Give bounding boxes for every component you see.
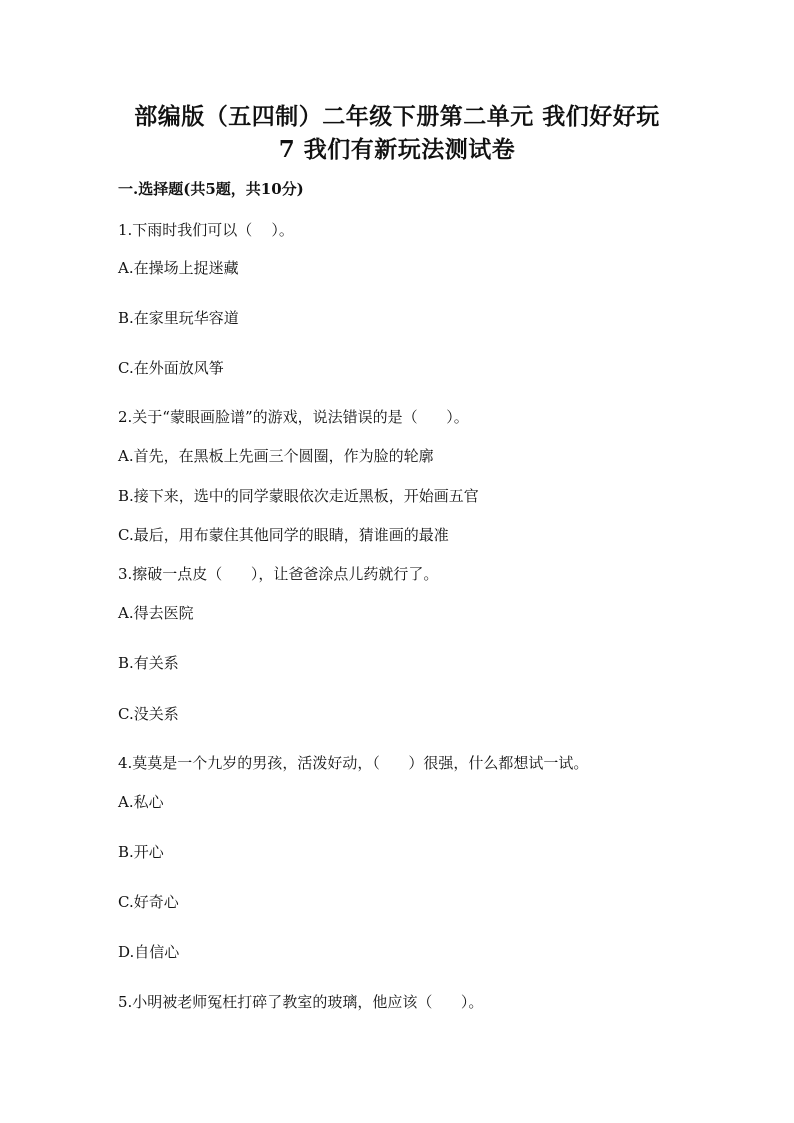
section-heading: 一.选择题(共5题，共10分)	[118, 180, 304, 198]
question-stem-1: 1.下雨时我们可以（ ）。	[118, 221, 294, 239]
question-stem-5: 5.小明被老师冤枉打碎了教室的玻璃，他应该（ ）。	[118, 993, 484, 1011]
question-3-option-a: A.得去医院	[118, 604, 194, 622]
question-1-option-c: C.在外面放风筝	[118, 359, 224, 377]
question-stem-2: 2.关于“蒙眼画脸谱”的游戏，说法错误的是（ ）。	[118, 408, 469, 426]
question-2-option-b: B.接下来，选中的同学蒙眼依次走近黑板，开始画五官	[118, 487, 479, 505]
question-4-option-a: A.私心	[118, 793, 164, 811]
question-stem-4: 4.莫莫是一个九岁的男孩，活泼好动，（ ）很强，什么都想试一试。	[118, 754, 589, 772]
question-3-option-c: C.没关系	[118, 705, 179, 723]
question-4-option-c: C.好奇心	[118, 893, 179, 911]
exam-title-line1: 部编版（五四制）二年级下册第二单元 我们好好玩	[134, 103, 660, 130]
question-1-option-b: B.在家里玩华容道	[118, 309, 239, 327]
question-stem-3: 3.擦破一点皮（ ），让爸爸涂点儿药就行了。	[118, 565, 439, 583]
question-1-option-a: A.在操场上捉迷藏	[118, 259, 239, 277]
question-4-option-d: D.自信心	[118, 943, 180, 961]
question-2-option-c: C.最后，用布蒙住其他同学的眼睛，猜谁画的最准	[118, 526, 449, 544]
exam-title-line2: 7 我们有新玩法测试卷	[278, 136, 516, 163]
question-2-option-a: A.首先，在黑板上先画三个圆圈，作为脸的轮廓	[118, 447, 434, 465]
question-4-option-b: B.开心	[118, 843, 164, 861]
question-3-option-b: B.有关系	[118, 654, 179, 672]
